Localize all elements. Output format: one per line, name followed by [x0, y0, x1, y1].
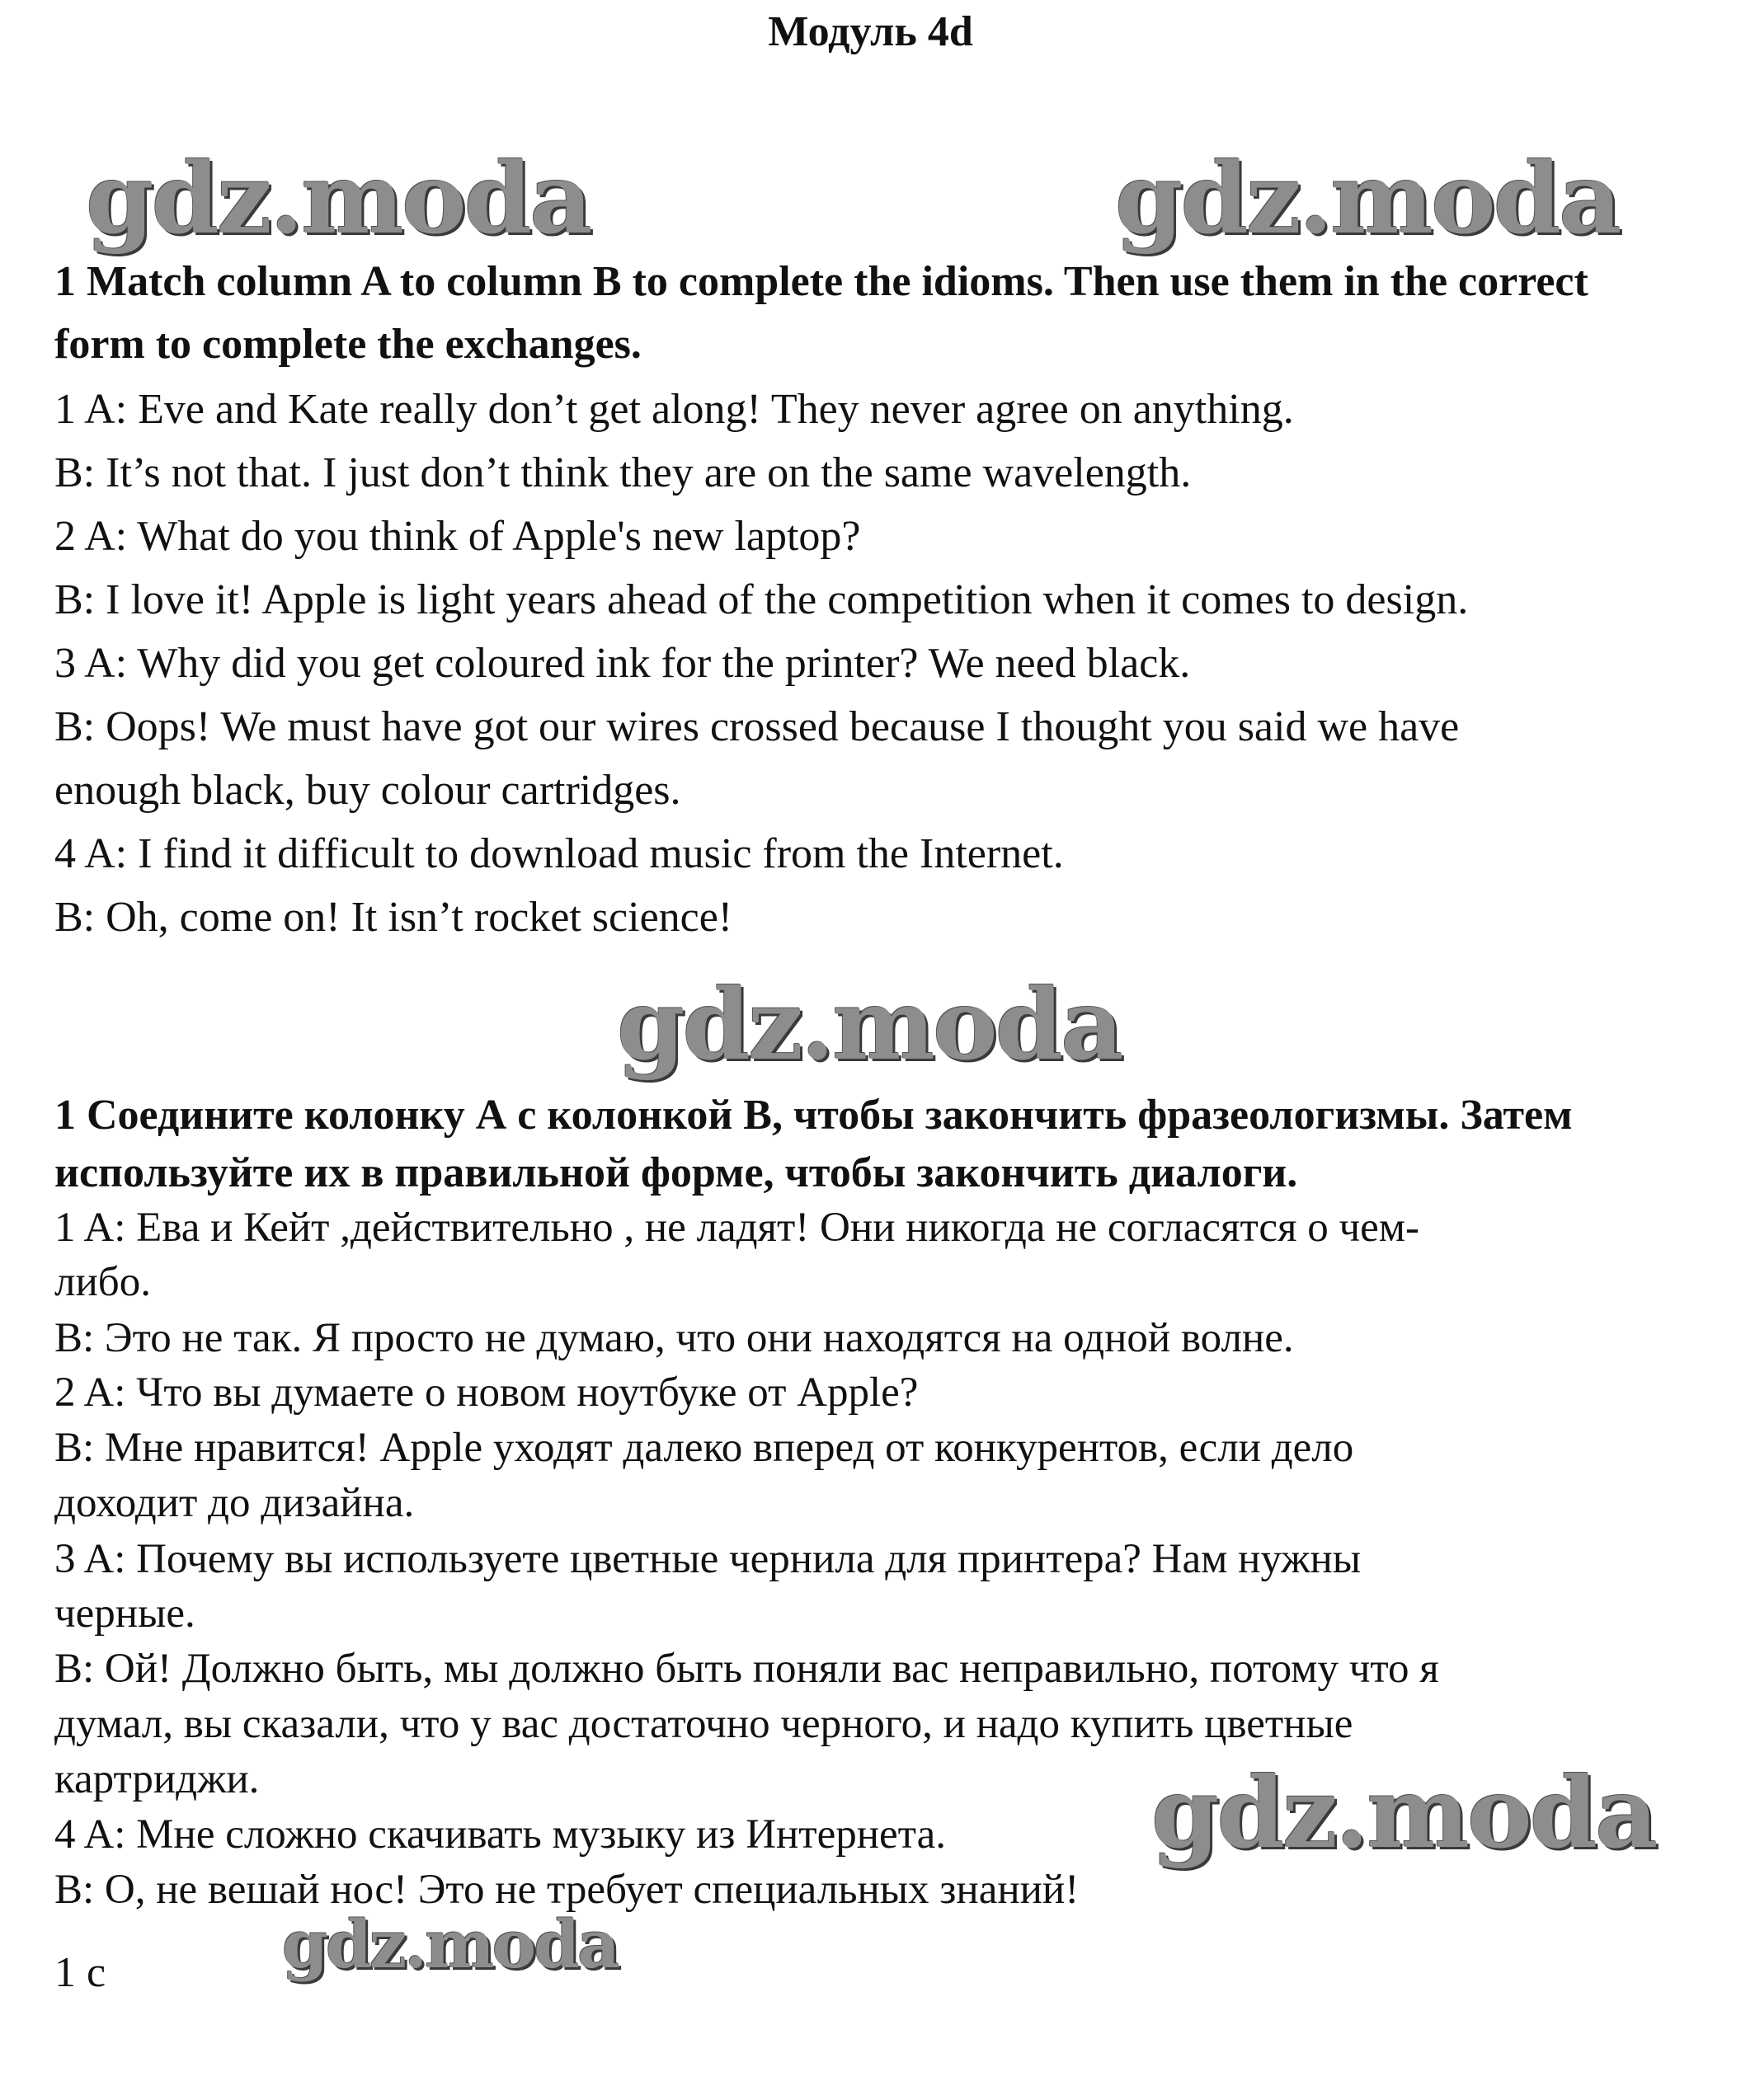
answer-text: 1 c: [54, 1949, 106, 1996]
dialogue-line: черные.: [54, 1590, 195, 1637]
dialogue-line: доходит до дизайна.: [54, 1480, 415, 1526]
watermark-logo: gdz.moda: [1151, 1755, 1656, 1870]
dialogue-line: думал, вы сказали, что у вас достаточно черного, и надо купить цветные: [54, 1701, 1353, 1747]
dialogue-line: B: Oh, come on! It isn’t rocket science!: [54, 894, 733, 941]
dialogue-line: 4 A: Мне сложно скачивать музыку из Интернета.: [54, 1811, 946, 1858]
dialogue-line: B: Мне нравится! Apple уходят далеко вперед от конкурентов, если дело: [54, 1425, 1354, 1471]
dialogue-line: B: О, не вешай нос! Это не требует специальных знаний!: [54, 1867, 1080, 1913]
dialogue-line: B: Это не так. Я просто не думаю, что они находятся на одной волне.: [54, 1315, 1294, 1361]
dialogue-line: B: I love it! Apple is light years ahead of the competition when it comes to design.: [54, 576, 1469, 623]
watermark-logo: gdz.moda: [1115, 141, 1620, 256]
exercise-heading-russian: 1 Соедините колонку А с колонкой В, чтобы закончить фразеологизмы. Затем используйте их в правильной форме, чтобы закончить диалоги.: [54, 1092, 1573, 1196]
watermark-logo: gdz.moda: [617, 967, 1122, 1082]
dialogue-line: 2 A: What do you think of Apple's new laptop?: [54, 513, 861, 560]
dialogue-line: 1 A: Eve and Kate really don’t get along! They never agree on anything.: [54, 386, 1294, 433]
dialogue-line: 4 A: I find it difficult to download music from the Internet.: [54, 830, 1064, 877]
dialogue-line: B: It’s not that. I just don’t think they are on the same wavelength.: [54, 449, 1192, 496]
dialogue-line: картриджи.: [54, 1756, 260, 1802]
exercise-heading-english: 1 Match column A to column B to complete the idioms. Then use them in the correct form to complete the exchanges.: [54, 258, 1588, 368]
dialogue-line: B: Oops! We must have got our wires crossed because I thought you said we have: [54, 703, 1460, 750]
watermark-logo: gdz.moda: [86, 141, 591, 256]
dialogue-line: B: Ой! Должно быть, мы должно быть поняли вас неправильно, потому что я: [54, 1646, 1439, 1692]
page-title: Модуль 4d: [768, 8, 973, 55]
dialogue-line: 3 A: Почему вы используете цветные чернила для принтера? Нам нужны: [54, 1536, 1362, 1582]
watermark-logo: gdz.moda: [282, 1905, 618, 1983]
dialogue-line: 3 A: Why did you get coloured ink for the printer? We need black.: [54, 640, 1191, 687]
dialogue-line: либо.: [54, 1259, 151, 1305]
dialogue-line: enough black, buy colour cartridges.: [54, 767, 681, 814]
dialogue-line: 2 A: Что вы думаете о новом ноутбуке от Apple?: [54, 1369, 919, 1416]
dialogue-line: 1 A: Ева и Кейт ,действительно , не ладят! Они никогда не согласятся о чем-: [54, 1205, 1420, 1251]
